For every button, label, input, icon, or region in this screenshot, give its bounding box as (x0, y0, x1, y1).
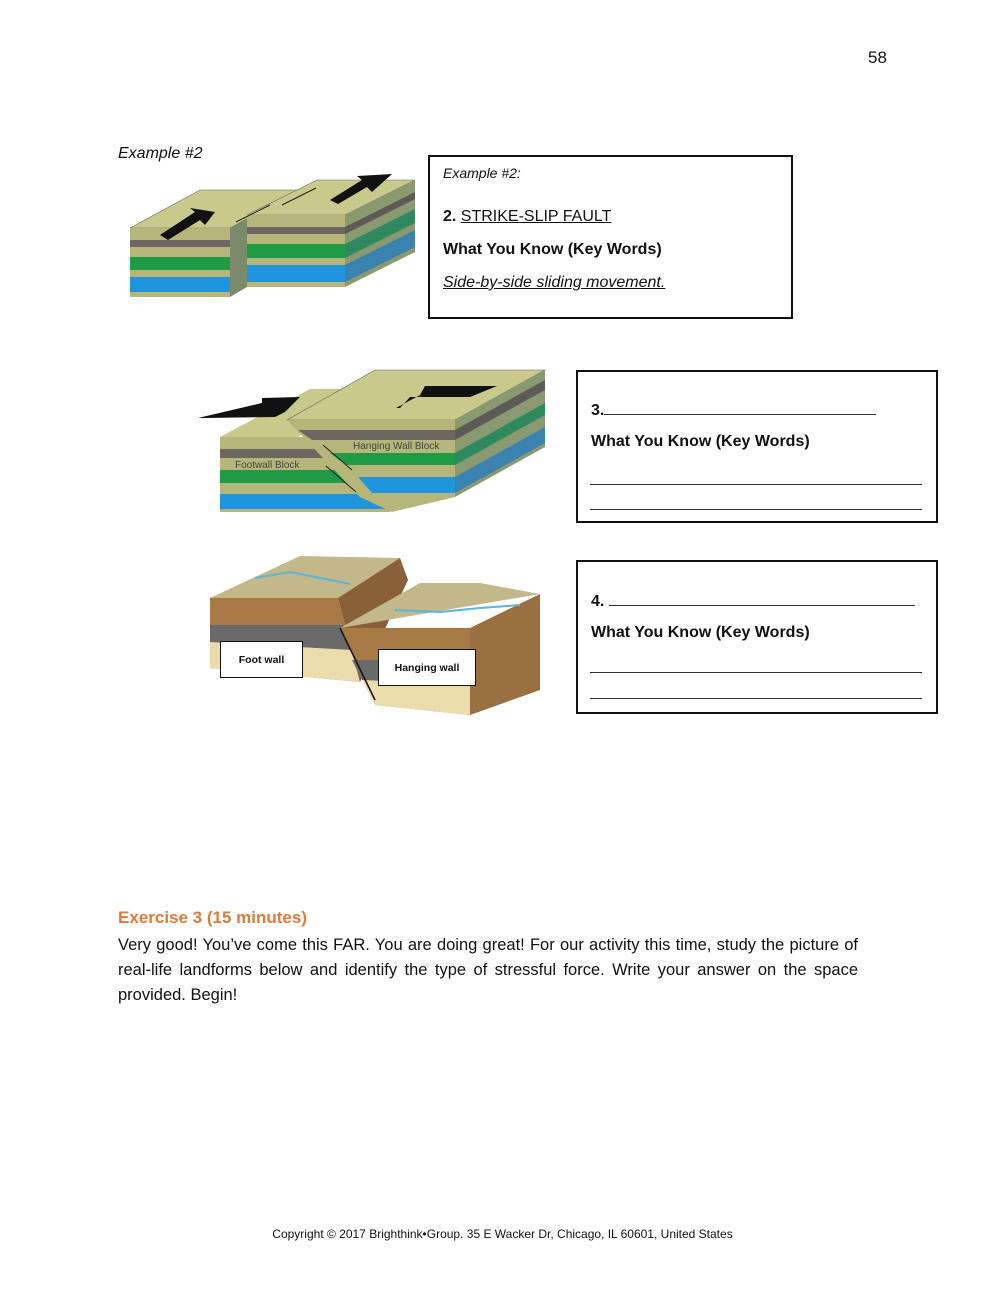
item-number: 2. (443, 208, 457, 225)
exercise-title: Exercise 3 (15 minutes) (118, 908, 307, 927)
fault-name-blank[interactable] (609, 591, 915, 606)
answer-box-4 (576, 560, 938, 714)
hanging-wall-label: Hanging wall (378, 649, 476, 686)
reverse-fault-diagram (198, 370, 545, 512)
normal-fault-diagram (210, 556, 540, 715)
strike-slip-fault-diagram (130, 174, 415, 297)
answer-box-3 (576, 370, 938, 523)
key-words-label: What You Know (Key Words) (443, 241, 662, 258)
page-number: 58 (868, 48, 887, 67)
key-words-label: What You Know (Key Words) (591, 433, 810, 450)
item-title: STRIKE-SLIP FAULT (460, 208, 612, 225)
example-answer-box (428, 155, 793, 319)
exercise-instructions: Very good! You’ve come this FAR. You are doing great! For our activity this time, study the picture of real-life landforms below and identify the type of stressful force. Write your answer on the space provided. Begin! (118, 936, 858, 1004)
answer-line-1[interactable] (590, 672, 922, 673)
example-label: Example #2 (118, 145, 203, 162)
item-number: 3. (591, 402, 605, 419)
fault-name-blank[interactable] (604, 400, 876, 415)
footwall-block-label: Footwall Block (235, 460, 300, 471)
answer-line-2[interactable] (590, 698, 922, 699)
foot-wall-label: Foot wall (220, 641, 303, 678)
answer-line-1[interactable] (590, 484, 922, 485)
example-answer: Side-by-side sliding movement. (443, 274, 666, 291)
key-words-label: What You Know (Key Words) (591, 624, 810, 641)
fault-title (443, 208, 611, 226)
footer-copyright: Copyright © 2017 Brighthink•Group. 35 E Wacker Dr, Chicago, IL 60601, United States (272, 1227, 733, 1241)
answer-line-2[interactable] (590, 509, 922, 510)
example-heading: Example #2: (443, 165, 521, 181)
item-number: 4. (591, 593, 605, 610)
hanging-wall-block-label: Hanging Wall Block (353, 441, 440, 452)
